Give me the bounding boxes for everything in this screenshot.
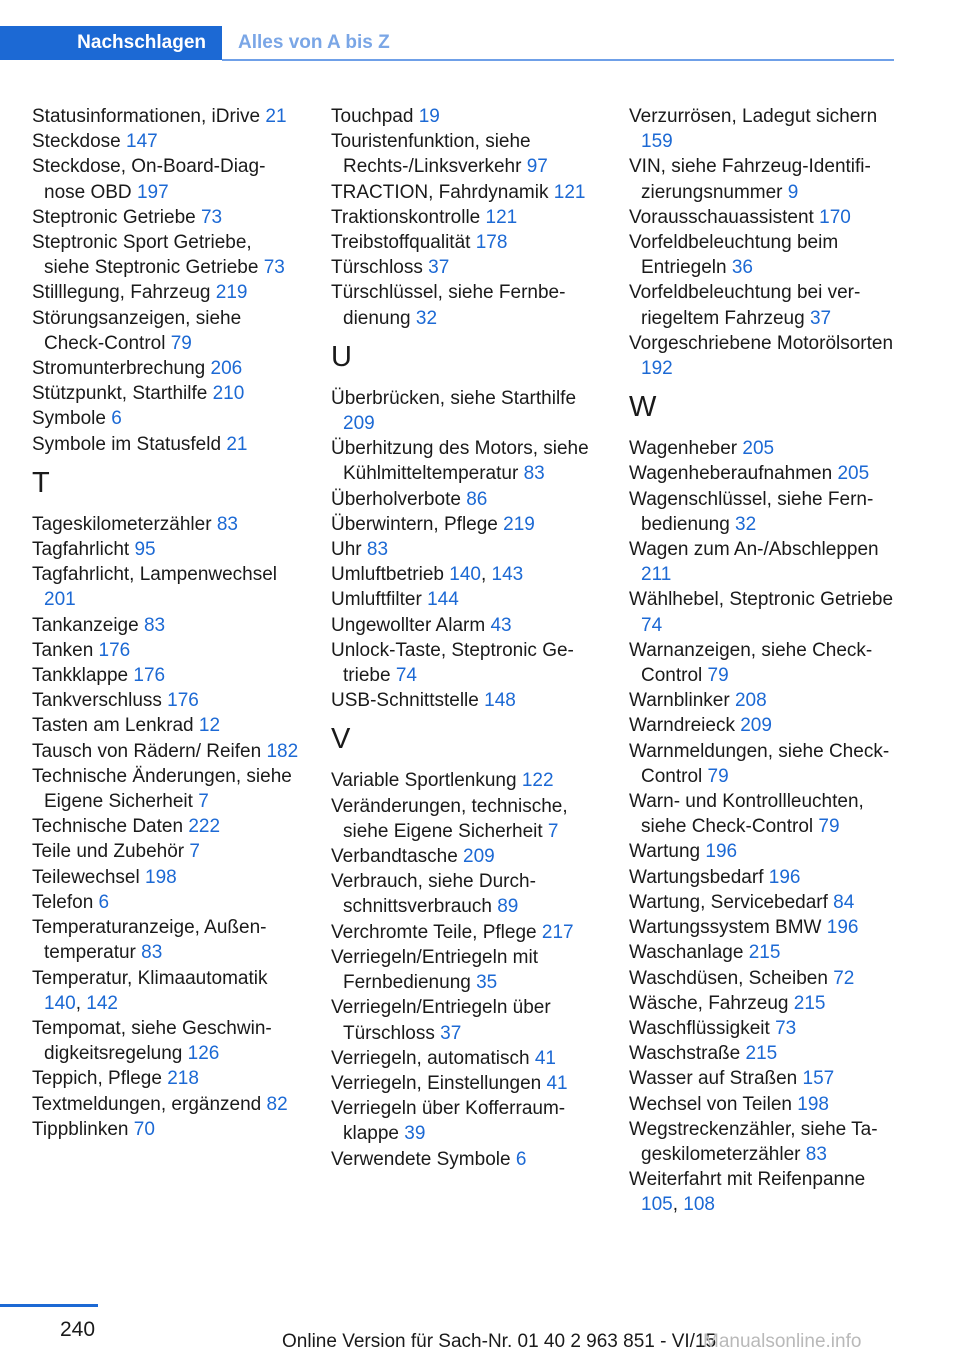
index-entry	[32, 890, 300, 915]
index-entry	[331, 255, 599, 280]
index-term: Warnmeldungen, siehe Check-Control	[629, 740, 890, 787]
index-letter-heading: V	[331, 723, 351, 756]
page-reference-link[interactable]: 83	[141, 942, 163, 964]
index-term: Überholverbote	[331, 488, 467, 510]
index-entry	[32, 764, 300, 814]
index-entry	[331, 945, 599, 995]
page-reference-link[interactable]: 211	[641, 564, 672, 586]
index-entry	[331, 436, 599, 486]
index-term: Umluftbetrieb	[331, 564, 450, 586]
index-term: Temperatur, Klimaautomatik	[32, 967, 268, 989]
page-reference-link[interactable]: 19	[418, 106, 440, 127]
index-term: Verriegeln über Kofferraumklappe	[331, 1098, 566, 1145]
index-entry	[32, 663, 300, 688]
page-reference-link[interactable]: 21	[265, 106, 287, 127]
index-term: Textmeldungen, ergänzend	[32, 1093, 267, 1115]
page-reference-link[interactable]: 79	[170, 332, 192, 354]
index-entry	[629, 966, 897, 991]
page-reference-link[interactable]: 97	[526, 156, 548, 178]
page-reference-link[interactable]: 7	[189, 841, 200, 863]
index-entry	[331, 995, 599, 1045]
index-term: Wäsche, Fahrzeug	[629, 992, 794, 1014]
page-reference-link[interactable]: 206	[210, 358, 243, 380]
index-entry	[331, 386, 599, 436]
index-entry	[32, 1117, 300, 1142]
index-column-3	[629, 104, 897, 1218]
page-reference-link[interactable]: 144	[427, 589, 459, 611]
index-entry	[32, 865, 300, 890]
page-reference-link[interactable]: 170	[819, 206, 851, 228]
index-entry	[331, 537, 599, 562]
index-term: Verriegeln/Entriegeln mit Fernbedienung	[331, 946, 538, 994]
page-reference-link[interactable]: 79	[707, 765, 729, 787]
index-term: Tankanzeige	[32, 614, 144, 636]
page-reference-link[interactable]: 6	[98, 891, 110, 913]
index-term: Weiterfahrt mit Reifenpanne	[629, 1169, 866, 1191]
index-entry	[629, 713, 897, 738]
index-term: Traktionskontrolle	[331, 206, 486, 228]
index-entry	[629, 1016, 897, 1041]
page-reference-link[interactable]: 74	[395, 665, 417, 687]
index-term: Tempomat, siehe Geschwindigkeitsregelung	[32, 1017, 272, 1065]
index-term: Vorausschauassistent	[629, 206, 820, 228]
index-term: Türschloss	[331, 257, 429, 279]
index-entry	[331, 129, 599, 179]
index-term: Verchromte Teile, Pflege	[331, 921, 542, 943]
index-entry	[629, 537, 897, 587]
index-term: Störungsanzeigen, siehe Check-Control	[32, 307, 242, 354]
page-reference-link[interactable]: 32	[415, 307, 438, 329]
page-reference-link[interactable]: 79	[818, 816, 840, 838]
index-term: USB-Schnittstelle	[331, 690, 485, 712]
index-term: Touchpad	[331, 106, 419, 127]
index-entry	[629, 1066, 897, 1091]
index-entry	[629, 230, 897, 280]
page-reference-link[interactable]: 105	[641, 1194, 673, 1216]
index-term: Telefon	[32, 891, 99, 913]
index-term: Tageskilometerzähler	[32, 513, 217, 535]
index-entry	[331, 920, 599, 945]
page-reference-link[interactable]: 41	[534, 1047, 556, 1069]
page-reference-link[interactable]: 205	[742, 438, 775, 460]
index-entry	[331, 562, 599, 587]
index-entry	[331, 512, 599, 537]
page-reference-link[interactable]: 95	[134, 539, 156, 561]
page-reference-link[interactable]: 108	[683, 1194, 715, 1216]
index-term: Tanken	[32, 639, 99, 661]
page-reference-link[interactable]: 83	[523, 463, 545, 485]
page-reference-link[interactable]: 210	[212, 383, 245, 405]
page-reference-link[interactable]: 209	[463, 846, 495, 868]
index-entry	[629, 1092, 897, 1117]
page-reference-link[interactable]: 217	[541, 921, 574, 943]
page-reference-link[interactable]: 37	[428, 257, 450, 279]
index-term: Vorfeldbeleuchtung bei verriegeltem Fahrzeug	[629, 282, 861, 329]
page-reference-link[interactable]: 142	[86, 992, 118, 1014]
index-entry	[331, 280, 599, 330]
index-entry	[32, 915, 300, 965]
index-term: VIN, siehe Fahrzeug-Identifizierungsnummer	[629, 156, 871, 203]
index-entry	[32, 613, 300, 638]
index-term: Verriegeln/Entriegeln über Türschloss	[331, 997, 551, 1044]
page-reference-link[interactable]: 12	[198, 715, 221, 737]
index-term: Verbrauch, siehe Durchschnittsverbrauch	[331, 871, 536, 918]
index-term: Variable Sportlenkung	[331, 770, 522, 792]
index-entry	[32, 713, 300, 738]
index-term: Wagenheber	[629, 438, 743, 460]
page-reference-link[interactable]: 39	[404, 1123, 426, 1145]
index-entry	[629, 739, 897, 789]
index-entry	[331, 638, 599, 688]
index-term: Wählhebel, Steptronic Getriebe	[629, 589, 894, 611]
index-entry	[629, 104, 897, 154]
page-reference-link[interactable]: 209	[343, 413, 375, 435]
page-reference-link[interactable]: 159	[641, 131, 673, 153]
page-reference-link[interactable]: 73	[200, 206, 223, 228]
index-entry	[331, 1096, 599, 1146]
index-column-1	[32, 104, 300, 1142]
page-reference-link[interactable]: 72	[833, 967, 855, 989]
index-letter-heading: T	[32, 466, 50, 499]
page-reference-link[interactable]: 176	[133, 665, 166, 687]
page-reference-link[interactable]: 126	[187, 1043, 220, 1065]
index-entry	[331, 869, 599, 919]
index-entry	[32, 512, 300, 537]
index-term: Technische Änderungen, siehe Eigene Sicherheit	[32, 765, 292, 813]
index-entry	[331, 104, 599, 129]
index-entry	[331, 613, 599, 638]
index-entry	[32, 104, 300, 129]
index-entry	[32, 129, 300, 154]
page-reference-link[interactable]: 37	[440, 1022, 462, 1044]
index-term: Steptronic Getriebe	[32, 206, 201, 228]
index-entry	[32, 432, 300, 457]
index-term: Waschstraße	[629, 1043, 746, 1065]
page-reference-link[interactable]: 36	[731, 257, 753, 279]
index-term: Überbrücken, siehe Starthilfe	[331, 387, 577, 409]
page-reference-link[interactable]: 83	[805, 1143, 827, 1165]
index-term: Tausch von Rädern/ Reifen	[32, 740, 267, 762]
index-entry	[32, 1016, 300, 1066]
index-entry	[32, 562, 300, 612]
index-letter-heading: W	[629, 391, 657, 424]
index-term: Tasten am Lenkrad	[32, 715, 199, 737]
page-reference-link[interactable]: 140	[449, 564, 481, 586]
index-term: Überhitzung des Motors, siehe Kühlmitteltemperatur	[331, 438, 589, 485]
page-reference-link[interactable]: 79	[707, 665, 729, 687]
index-entry	[629, 436, 897, 461]
page-reference-link[interactable]: 84	[833, 891, 855, 913]
index-entry	[629, 915, 897, 940]
index-entry	[331, 1147, 599, 1172]
index-term: Türschlüssel, siehe Fernbedienung	[331, 282, 566, 329]
tab-alles-von-a-bis-z[interactable]: Alles von A bis Z	[238, 32, 390, 53]
page-reference-link[interactable]: 218	[167, 1068, 199, 1090]
page-reference-link[interactable]: 219	[215, 282, 248, 304]
index-entry	[32, 638, 300, 663]
index-entry	[32, 205, 300, 230]
index-entry	[629, 461, 897, 486]
index-term: Waschflüssigkeit	[629, 1017, 776, 1039]
index-term: Verriegeln, Einstellungen	[331, 1072, 547, 1094]
page-reference-link[interactable]: 147	[126, 131, 158, 153]
index-term: Warnanzeigen, siehe Check-Control	[629, 639, 873, 687]
index-entry	[629, 280, 897, 330]
page-reference-link[interactable]: 205	[837, 463, 870, 485]
index-entry	[629, 688, 897, 713]
index-entry	[32, 1092, 300, 1117]
tab-nachschlagen[interactable]: Nachschlagen	[0, 26, 222, 60]
page-reference-link[interactable]: 83	[366, 539, 389, 561]
page-number-rule	[0, 1304, 98, 1307]
index-term: Steckdose	[32, 131, 126, 153]
page-ref-separator: ,	[480, 564, 492, 586]
index-term: Verwendete Symbole	[331, 1148, 516, 1170]
page-ref-separator: ,	[672, 1194, 684, 1216]
index-term: Wartung, Servicebedarf	[629, 891, 834, 913]
page-reference-link[interactable]: 7	[198, 791, 209, 813]
index-term: Umluftfilter	[331, 589, 428, 611]
page-reference-link[interactable]: 178	[475, 232, 508, 254]
index-term: Tankverschluss	[32, 690, 168, 712]
index-term: Wechsel von Teilen	[629, 1093, 798, 1115]
index-entry	[629, 991, 897, 1016]
index-term: Steptronic Sport Getriebe, siehe Steptronic Getriebe	[32, 232, 264, 279]
index-term: Wasser auf Straßen	[629, 1068, 803, 1090]
page-reference-link[interactable]: 215	[793, 992, 826, 1014]
page-reference-link[interactable]: 196	[826, 917, 859, 939]
index-entry	[32, 406, 300, 431]
page-reference-link[interactable]: 7	[547, 820, 559, 842]
page-reference-link[interactable]: 35	[476, 972, 498, 994]
index-entry	[629, 940, 897, 965]
index-term: Stilllegung, Fahrzeug	[32, 282, 216, 304]
index-entry	[629, 839, 897, 864]
index-entry	[32, 966, 300, 1016]
page-reference-link[interactable]: 176	[98, 639, 131, 661]
index-term: Überwintern, Pflege	[331, 513, 504, 535]
page-reference-link[interactable]: 219	[503, 513, 535, 535]
index-term: Uhr	[331, 539, 367, 561]
index-term: Teilewechsel	[32, 866, 145, 888]
page-number: 240	[60, 1318, 96, 1341]
page-reference-link[interactable]: 197	[136, 181, 169, 203]
index-term: Tankklappe	[32, 665, 134, 687]
index-entry	[331, 688, 599, 713]
page-reference-link[interactable]: 82	[266, 1093, 288, 1115]
index-term: Technische Daten	[32, 816, 189, 838]
site-watermark: Manualsonline.info	[703, 1331, 862, 1352]
index-term: Vorgeschriebene Motorölsorten	[629, 332, 894, 354]
index-term: TRACTION, Fahrdynamik	[331, 181, 554, 203]
index-entry	[331, 768, 599, 793]
index-term: Warndreieck	[629, 715, 741, 737]
index-term: Warn- und Kontrollleuchten, siehe Check-Control	[629, 791, 864, 838]
index-entry	[629, 865, 897, 890]
index-entry	[32, 814, 300, 839]
index-term: Teppich, Pflege	[32, 1068, 168, 1090]
page-reference-link[interactable]: 157	[802, 1068, 835, 1090]
index-entry	[32, 230, 300, 280]
index-entry	[629, 154, 897, 204]
index-term: Waschdüsen, Scheiben	[629, 967, 834, 989]
index-term: Stromunterbrechung	[32, 358, 211, 380]
page-reference-link[interactable]: 182	[266, 740, 299, 762]
index-entry	[331, 587, 599, 612]
index-entry	[629, 205, 897, 230]
index-entry	[32, 537, 300, 562]
index-term: Wartung	[629, 841, 706, 863]
page-reference-link[interactable]: 43	[490, 614, 512, 636]
page-reference-link[interactable]: 32	[735, 513, 757, 535]
index-entry	[331, 1071, 599, 1096]
index-term: Treibstoffqualität	[331, 232, 476, 254]
page-reference-link[interactable]: 83	[143, 614, 166, 636]
index-term: Wartungsbedarf	[629, 866, 769, 888]
page-reference-link[interactable]: 140	[44, 992, 76, 1014]
index-entry	[32, 381, 300, 406]
index-term: Wartungssystem BMW	[629, 917, 827, 939]
page-header	[0, 0, 960, 64]
index-term: Waschanlage	[629, 942, 749, 964]
page-reference-link[interactable]: 21	[226, 433, 248, 455]
index-entry	[629, 1167, 897, 1217]
index-entry	[331, 1046, 599, 1071]
page-reference-link[interactable]: 9	[787, 181, 799, 203]
index-entry	[629, 1041, 897, 1066]
index-entry	[629, 587, 897, 637]
page-reference-link[interactable]: 70	[133, 1118, 155, 1140]
page-reference-link[interactable]: 74	[641, 614, 663, 636]
index-term: Warnblinker	[629, 690, 735, 712]
index-letter-heading: U	[331, 340, 352, 373]
page-reference-link[interactable]: 89	[497, 896, 519, 918]
page-ref-separator: ,	[75, 992, 87, 1014]
index-term: Wagenschlüssel, siehe Fernbedienung	[629, 488, 874, 535]
index-entry	[331, 487, 599, 512]
index-term: Symbole	[32, 408, 112, 430]
index-entry	[32, 280, 300, 305]
index-term: Tagfahrlicht	[32, 539, 135, 561]
index-column-2	[331, 104, 599, 1172]
page-reference-link[interactable]: 143	[491, 564, 524, 586]
index-entry	[32, 306, 300, 356]
index-entry	[32, 688, 300, 713]
page-reference-link[interactable]: 83	[216, 513, 238, 535]
index-term: Steckdose, On-Board-Diagnose OBD	[32, 156, 266, 203]
index-entry	[32, 356, 300, 381]
index-term: Vorfeldbeleuchtung beim Entriegeln	[629, 232, 839, 279]
page-reference-link[interactable]: 222	[188, 816, 221, 838]
page-reference-link[interactable]: 6	[111, 408, 122, 430]
index-term: Veränderungen, technische, siehe Eigene Sicherheit	[331, 795, 568, 842]
index-entry	[331, 180, 599, 205]
page-reference-link[interactable]: 121	[553, 181, 586, 203]
index-entry	[32, 154, 300, 204]
page-reference-link[interactable]: 201	[44, 589, 76, 611]
index-entry	[32, 1066, 300, 1091]
index-entry	[629, 638, 897, 688]
index-term: Unlock-Taste, Steptronic Getriebe	[331, 639, 574, 687]
index-term: Tippblinken	[32, 1118, 134, 1140]
footer-version-note: Online Version für Sach-Nr. 01 40 2 963 851 - VI/15	[282, 1331, 717, 1352]
index-term: Touristenfunktion, siehe Rechts-/Linksverkehr	[331, 131, 531, 178]
index-term: Statusinformationen, iDrive	[32, 106, 266, 127]
page-reference-link[interactable]: 121	[485, 206, 518, 228]
page-reference-link[interactable]: 122	[521, 770, 554, 792]
index-term: Verzurrösen, Ladegut sichern	[629, 106, 878, 127]
index-entry	[331, 844, 599, 869]
page-reference-link[interactable]: 209	[740, 715, 772, 737]
page-reference-link[interactable]: 176	[167, 690, 199, 712]
page-reference-link[interactable]: 196	[768, 866, 801, 888]
index-term: Tagfahrlicht, Lampenwechsel	[32, 564, 278, 586]
page-reference-link[interactable]: 215	[748, 942, 781, 964]
page-reference-link[interactable]: 215	[745, 1043, 778, 1065]
index-entry	[32, 839, 300, 864]
header-divider	[222, 59, 894, 61]
index-entry	[629, 890, 897, 915]
page-reference-link[interactable]: 37	[809, 307, 832, 329]
index-term: Wegstreckenzähler, siehe Tageskilometerzähler	[629, 1118, 878, 1165]
page-reference-link[interactable]: 198	[797, 1093, 829, 1115]
index-term: Wagenheberaufnahmen	[629, 463, 838, 485]
index-term: Temperaturanzeige, Außentemperatur	[32, 917, 267, 964]
index-term: Ungewollter Alarm	[331, 614, 491, 636]
page-reference-link[interactable]: 41	[546, 1072, 568, 1094]
page-reference-link[interactable]: 73	[775, 1017, 797, 1039]
page-reference-link[interactable]: 208	[734, 690, 767, 712]
index-entry	[629, 789, 897, 839]
index-term: Teile und Zubehör	[32, 841, 190, 863]
index-entry	[331, 794, 599, 844]
index-term: Verriegeln, automatisch	[331, 1047, 535, 1069]
page-reference-link[interactable]: 73	[263, 257, 285, 279]
index-entry	[629, 487, 897, 537]
page-reference-link[interactable]: 86	[466, 488, 488, 510]
index-entry	[331, 205, 599, 230]
page-reference-link[interactable]: 192	[641, 358, 673, 380]
page-reference-link[interactable]: 196	[705, 841, 738, 863]
index-term: Stützpunkt, Starthilfe	[32, 383, 213, 405]
index-term: Symbole im Statusfeld	[32, 433, 227, 455]
index-entry	[629, 331, 897, 381]
page-reference-link[interactable]: 148	[484, 690, 516, 712]
index-entry	[629, 1117, 897, 1167]
index-term: Wagen zum An-/Abschleppen	[629, 539, 879, 561]
index-term: Verbandtasche	[331, 846, 464, 868]
index-entry	[32, 739, 300, 764]
page-reference-link[interactable]: 198	[145, 866, 177, 888]
page-reference-link[interactable]: 6	[515, 1148, 527, 1170]
index-entry	[331, 230, 599, 255]
